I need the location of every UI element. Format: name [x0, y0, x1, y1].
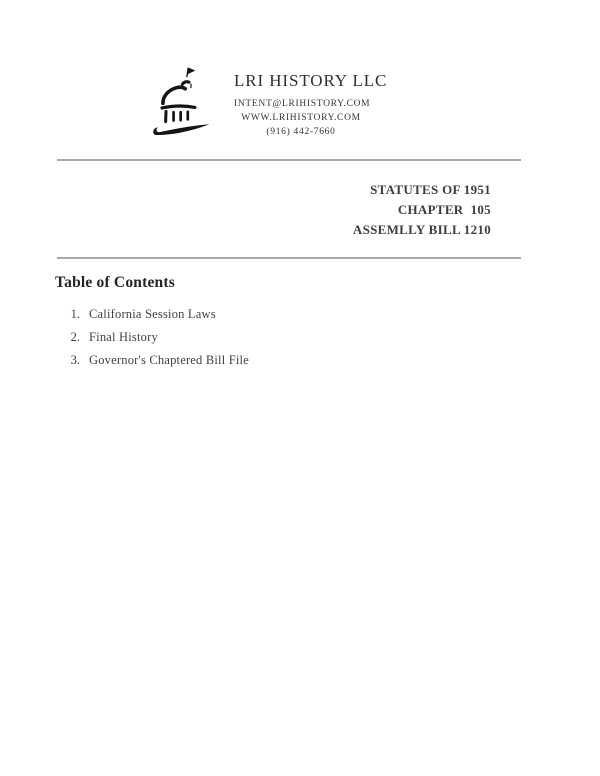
email-address: INTENT@LRIHISTORY.COM: [234, 99, 371, 109]
website-url: WWW.LRIHISTORY.COM: [241, 113, 361, 123]
toc-item-number: 1.: [70, 307, 80, 321]
letterhead-text: [234, 56, 388, 139]
chapter-number-line: CHAPTER 105: [397, 202, 491, 217]
capitol-dome-icon: [138, 56, 218, 148]
phone-number: (916) 442-7660: [266, 127, 336, 137]
case-caption: [353, 180, 491, 240]
letterhead: [138, 56, 388, 148]
statutes-year-line: STATUTES OF 1951: [370, 182, 491, 197]
assembly-bill-line: ASSEMLLY BILL 1210: [352, 222, 491, 237]
toc-item: [55, 326, 249, 349]
divider-top: [57, 159, 521, 161]
toc-item-label: Governor's Chaptered Bill File: [89, 353, 249, 367]
divider-bottom: [57, 257, 521, 259]
toc-heading: Table of Contents: [55, 274, 175, 291]
toc-list: [55, 303, 249, 372]
toc-item-number: 2.: [70, 330, 80, 344]
toc-item-label: Final History: [89, 330, 158, 344]
toc-item-label: California Session Laws: [89, 307, 216, 321]
toc-item-number: 3.: [70, 353, 80, 367]
toc-item: [55, 303, 249, 326]
toc-item: [55, 349, 249, 372]
company-name: LRI HISTORY LLC: [234, 71, 388, 90]
